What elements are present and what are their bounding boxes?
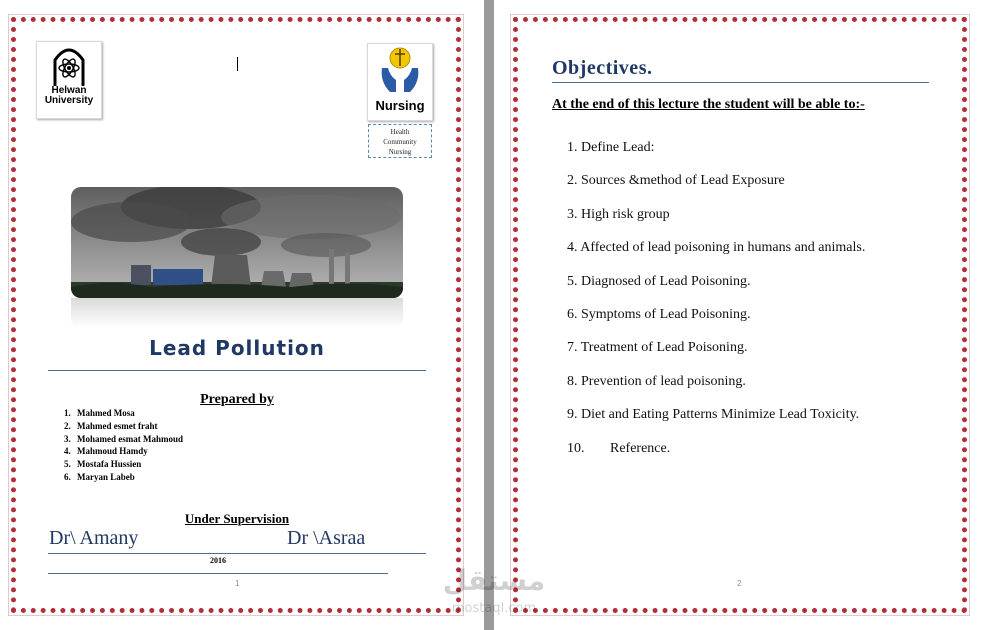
list-item: 4. Affected of lead poisoning in humans and animals. [567, 240, 866, 256]
department-textbox [368, 124, 432, 158]
footer-divider [48, 573, 388, 574]
supervisor-1: Dr\ Amany [49, 527, 139, 549]
authors-list [64, 407, 183, 484]
objectives-intro: At the end of this lecture the student will be able to:- [552, 97, 865, 112]
list-item: 3. Mohamed esmat Mahmoud [64, 433, 183, 444]
prepared-by-heading: Prepared by [200, 392, 274, 407]
objectives-divider [552, 82, 929, 83]
department-line-2: Community [383, 138, 417, 146]
objectives-heading: Objectives. [552, 57, 653, 79]
objectives-list [567, 139, 865, 473]
document-title: Lead Pollution [149, 336, 325, 360]
year-label: 2016 [210, 556, 226, 565]
list-item: 2. Sources &method of Lead Exposure [567, 173, 785, 189]
list-item: 8. Prevention of lead poisoning. [567, 373, 746, 389]
department-line-3: Nursing [388, 148, 412, 156]
supervision-heading: Under Supervision [184, 511, 290, 526]
logo-text-line2: University [44, 95, 94, 106]
helwan-university-logo [36, 41, 102, 119]
nursing-logo-label: Nursing [375, 98, 425, 113]
page-gutter [484, 0, 494, 630]
list-item: 1. Define Lead: [567, 140, 655, 155]
list-item: 4. Mahmoud Hamdy [64, 446, 148, 457]
supervisor-2: Dr \Asraa [287, 527, 366, 549]
list-item: 5. Diagnosed of Lead Poisoning. [567, 273, 751, 289]
list-item: 2. Mahmed esmet fraht [64, 420, 158, 431]
page-number: 1 [235, 579, 240, 588]
page-number: 2 [737, 579, 742, 588]
list-item: 1. Mahmed Mosa [64, 408, 135, 418]
svg-text:mostaql.com: mostaql.com [451, 601, 537, 616]
text-cursor [237, 57, 238, 71]
power-plant-smoke-image [71, 187, 403, 298]
list-item: 3. High risk group [567, 206, 670, 222]
list-item: 10. Reference. [567, 440, 671, 456]
list-item: 5. Mostafa Hussien [64, 459, 142, 470]
logo-text-line1: Helwan [51, 85, 87, 96]
atom-arch-icon [52, 46, 86, 86]
nursing-hands-icon [378, 46, 422, 98]
nursing-logo [367, 43, 433, 121]
mostaql-watermark-logo [432, 560, 556, 620]
image-reflection [71, 298, 403, 328]
list-item: 6. Symptoms of Lead Poisoning. [567, 306, 751, 322]
page-1 [0, 0, 484, 630]
list-item: 6. Maryan Labeb [64, 471, 135, 482]
supervisor-divider [48, 553, 426, 554]
list-item: 9. Diet and Eating Patterns Minimize Lead Toxicity. [567, 407, 860, 423]
department-line-1: Health [390, 128, 410, 136]
list-item: 7. Treatment of Lead Poisoning. [567, 340, 748, 356]
svg-text:مستقل: مستقل [442, 564, 546, 597]
title-divider [48, 370, 426, 371]
